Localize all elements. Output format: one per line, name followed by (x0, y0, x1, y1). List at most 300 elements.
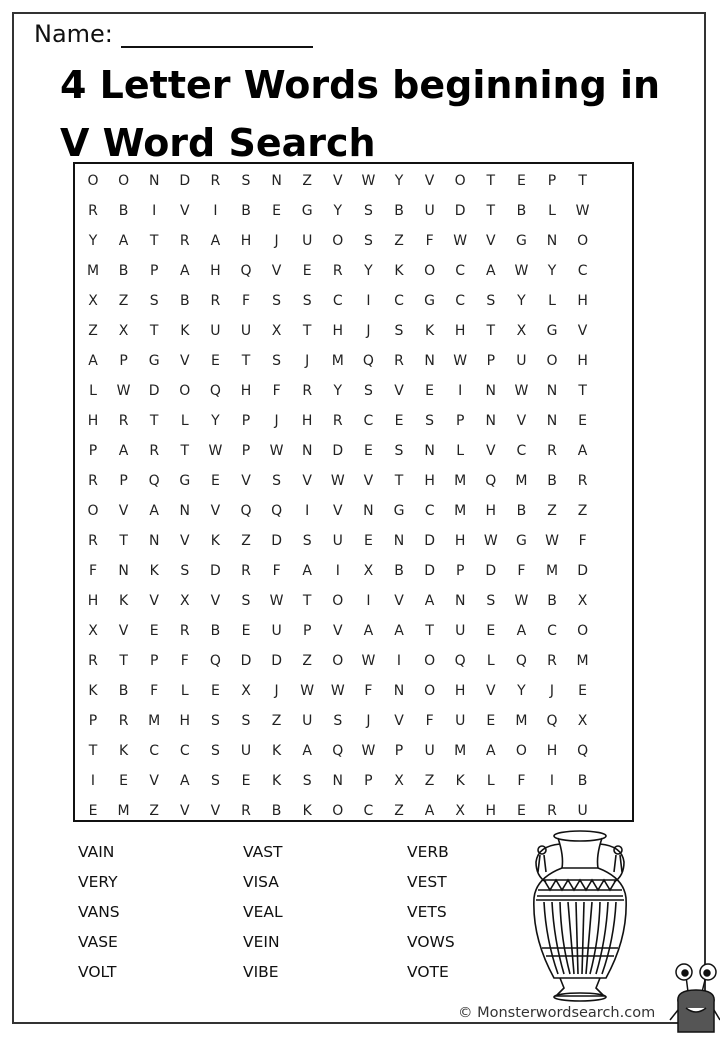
grid-cell: P (119, 353, 128, 369)
grid-cell: F (88, 563, 98, 579)
grid-cell: T (578, 173, 587, 189)
grid-cell: A (516, 623, 527, 639)
grid-cell: V (210, 593, 221, 609)
grid-cell: Z (88, 323, 98, 339)
grid-cell: W (208, 443, 223, 459)
grid-cell: T (486, 203, 496, 219)
grid-cell: G (393, 503, 405, 519)
word-item: VERB (407, 843, 449, 861)
grid-cell: E (516, 173, 526, 189)
word-column-1 (78, 840, 120, 990)
grid-cell: M (515, 713, 528, 729)
grid-cell: V (333, 623, 343, 639)
grid-cell: N (393, 683, 405, 699)
grid-cell: U (210, 323, 221, 339)
grid-cell: C (516, 443, 527, 459)
grid-cell: Q (485, 473, 497, 489)
grid-cell: I (549, 773, 555, 789)
letter-grid (73, 162, 634, 822)
grid-cell: B (241, 203, 251, 219)
grid-cell: U (302, 713, 313, 729)
grid-cell: V (516, 413, 527, 429)
grid-cell: S (363, 233, 373, 249)
grid-cell: N (301, 443, 313, 459)
grid-cell: S (333, 713, 343, 729)
word-item: VIBE (243, 963, 279, 981)
grid-cell: E (578, 413, 588, 429)
grid-cell: O (87, 173, 99, 189)
grid-cell: L (548, 293, 556, 309)
grid-cell: T (180, 443, 190, 459)
grid-cell: C (332, 293, 343, 309)
grid-cell: N (118, 563, 129, 579)
grid-cell: U (455, 623, 466, 639)
grid-cell: C (577, 263, 588, 279)
grid-cell: S (180, 563, 190, 579)
grid-cell: W (269, 593, 284, 609)
grid-cell: C (424, 503, 435, 519)
grid-cell: R (332, 413, 343, 429)
grid-cell: X (241, 683, 251, 699)
grid-cell: F (517, 563, 526, 579)
grid-cell: N (424, 443, 435, 459)
word-item: VETS (407, 903, 447, 921)
grid-cell: D (271, 533, 282, 549)
grid-cell: B (577, 773, 588, 789)
grid-cell: W (330, 473, 345, 489)
grid-cell: T (149, 413, 159, 429)
grid-cell: C (455, 263, 466, 279)
grid-cell: N (271, 173, 282, 189)
grid-cell: T (88, 743, 98, 759)
grid-cell: Z (424, 773, 435, 789)
grid-cell: T (486, 323, 496, 339)
grid-cell: B (118, 203, 129, 219)
grid-cell: S (210, 713, 220, 729)
grid-cell: U (516, 353, 527, 369)
grid-cell: V (210, 803, 221, 819)
grid-cell: S (241, 173, 251, 189)
name-input-line[interactable] (121, 46, 313, 48)
grid-cell: V (118, 503, 129, 519)
grid-cell: W (300, 683, 315, 699)
grid-cell: M (148, 713, 161, 729)
grid-cell: E (241, 623, 251, 639)
grid-cell: V (118, 623, 129, 639)
grid-cell: F (517, 773, 526, 789)
grid-cell: B (394, 563, 404, 579)
grid-cell: U (455, 713, 466, 729)
grid-cell: X (271, 323, 282, 339)
page-title (60, 56, 700, 172)
grid-cell: V (180, 203, 190, 219)
grid-cell: P (455, 563, 465, 579)
grid-cell: A (424, 593, 435, 609)
grid-cell: R (179, 623, 190, 639)
grid-cell: M (454, 743, 467, 759)
grid-cell: N (332, 773, 344, 789)
grid-cell: K (149, 563, 159, 579)
grid-cell: O (546, 353, 558, 369)
grid-cell: X (88, 623, 98, 639)
grid-cell: H (454, 533, 466, 549)
grid-cell: R (394, 353, 404, 369)
grid-cell: R (332, 263, 343, 279)
grid-cell: Z (577, 503, 588, 519)
grid-cell: X (577, 593, 588, 609)
grid-cell: D (240, 653, 252, 669)
grid-cell: X (394, 773, 404, 789)
grid-cell: A (118, 443, 129, 459)
word-item: VEIN (243, 933, 280, 951)
grid-cell: Y (88, 233, 98, 249)
grid-cell: K (272, 773, 282, 789)
grid-cell: K (394, 263, 404, 279)
grid-cell: X (363, 563, 374, 579)
grid-cell: G (301, 203, 313, 219)
grid-cell: V (486, 683, 496, 699)
grid-cell: P (455, 413, 465, 429)
grid-cell: E (363, 443, 373, 459)
grid-cell: F (578, 533, 587, 549)
grid-cell: G (546, 323, 558, 339)
grid-cell: F (272, 563, 281, 579)
grid-cell: A (486, 263, 496, 279)
title-line-1: 4 Letter Words beginning in (60, 63, 661, 107)
grid-cell: U (424, 203, 435, 219)
grid-cell: I (396, 653, 402, 669)
grid-cell: V (180, 533, 190, 549)
monster-mascot-icon (668, 962, 720, 1040)
grid-cell: L (456, 443, 465, 459)
word-item: VISA (243, 873, 279, 891)
grid-cell: A (486, 743, 496, 759)
grid-cell: M (331, 353, 344, 369)
grid-cell: X (516, 323, 527, 339)
grid-cell: Z (118, 293, 129, 309)
grid-cell: O (332, 593, 344, 609)
grid-cell: A (424, 803, 435, 819)
grid-cell: F (150, 683, 159, 699)
grid-cell: R (547, 803, 557, 819)
grid-cell: G (424, 293, 436, 309)
grid-cell: T (149, 233, 159, 249)
grid-cell: Q (577, 743, 589, 759)
grid-cell: U (332, 533, 343, 549)
grid-cell: J (274, 683, 279, 699)
grid-cell: S (149, 293, 159, 309)
grid-cell: F (272, 383, 281, 399)
grid-cell: E (486, 623, 496, 639)
grid-cell: H (87, 413, 99, 429)
grid-cell: P (486, 353, 496, 369)
grid-cell: A (210, 233, 221, 249)
grid-cell: E (516, 803, 526, 819)
grid-cell: V (271, 263, 282, 279)
grid-cell: D (210, 563, 221, 579)
grid-cell: E (241, 773, 251, 789)
grid-cell: B (271, 803, 282, 819)
grid-cell: V (180, 353, 190, 369)
grid-cell: V (486, 233, 496, 249)
grid-cell: T (425, 623, 434, 639)
grid-cell: V (333, 503, 343, 519)
grid-cell: F (425, 233, 434, 249)
grid-cell: N (393, 533, 405, 549)
grid-cell: A (302, 563, 312, 579)
grid-cell: Z (149, 803, 159, 819)
grid-cell: O (577, 623, 589, 639)
grid-cell: W (545, 533, 559, 549)
grid-cell: P (364, 773, 373, 789)
grid-cell: E (149, 623, 159, 639)
grid-cell: O (332, 653, 344, 669)
grid-cell: O (454, 173, 466, 189)
grid-cell: W (330, 683, 345, 699)
grid-cell: H (454, 683, 466, 699)
grid-cell: T (119, 533, 128, 549)
grid-cell: L (486, 653, 495, 669)
grid-cell: V (180, 803, 190, 819)
grid-cell: T (241, 353, 251, 369)
grid-cell: H (424, 473, 435, 489)
grid-cell: H (332, 323, 344, 339)
grid-cell: I (366, 293, 371, 309)
name-label: Name: (34, 20, 113, 48)
grid-cell: B (516, 203, 527, 219)
grid-cell: R (547, 443, 557, 459)
grid-cell: Q (362, 353, 374, 369)
word-item: VAST (243, 843, 283, 861)
grid-cell: C (455, 293, 466, 309)
grid-cell: S (241, 713, 251, 729)
grid-cell: B (210, 623, 221, 639)
grid-cell: S (425, 413, 435, 429)
grid-cell: D (454, 203, 466, 219)
grid-cell: Z (241, 533, 251, 549)
grid-cell: S (302, 533, 312, 549)
grid-cell: T (302, 593, 312, 609)
grid-cell: W (116, 383, 131, 399)
grid-cell: P (149, 263, 159, 279)
grid-cell: L (180, 413, 189, 429)
grid-cell: Y (364, 263, 373, 279)
grid-cell: E (119, 773, 129, 789)
grid-cell: G (515, 533, 527, 549)
grid-cell: W (453, 233, 468, 249)
grid-cell: X (88, 293, 98, 309)
grid-cell: B (179, 293, 190, 309)
grid-cell: Y (333, 203, 343, 219)
grid-cell: K (119, 743, 129, 759)
greek-vase-illustration (520, 828, 640, 1003)
grid-cell: S (272, 353, 282, 369)
grid-cell: R (547, 653, 557, 669)
grid-cell: J (366, 713, 371, 729)
grid-cell: O (332, 803, 344, 819)
grid-cell: I (213, 203, 218, 219)
word-item: VOLT (78, 963, 117, 981)
grid-cell: N (424, 353, 435, 369)
grid-cell: E (578, 683, 588, 699)
grid-cell: I (152, 203, 157, 219)
grid-cell: Y (547, 263, 557, 279)
grid-cell: V (394, 593, 404, 609)
grid-cell: E (210, 353, 220, 369)
grid-cell: J (274, 233, 279, 249)
grid-cell: E (302, 263, 312, 279)
grid-cell: R (149, 443, 160, 459)
grid-cell: B (118, 263, 129, 279)
grid-cell: S (486, 293, 496, 309)
grid-cell: V (333, 173, 343, 189)
grid-cell: S (272, 293, 282, 309)
grid-cell: R (241, 803, 251, 819)
grid-cell: V (302, 473, 312, 489)
grid-cell: R (118, 713, 129, 729)
grid-cell: B (547, 473, 557, 489)
title-line-2: V Word Search (60, 121, 376, 165)
grid-cell: R (210, 173, 221, 189)
word-item: VEAL (243, 903, 283, 921)
grid-cell: A (88, 353, 98, 369)
grid-cell: D (332, 443, 344, 459)
grid-cell: V (394, 383, 404, 399)
grid-cell: V (363, 473, 374, 489)
grid-cell: P (547, 173, 557, 189)
grid-cell: Y (211, 413, 220, 429)
grid-cell: X (455, 803, 465, 819)
grid-cell: E (272, 203, 282, 219)
grid-cell: I (458, 383, 463, 399)
grid-cell: D (148, 383, 160, 399)
grid-cell: A (302, 743, 312, 759)
grid-cell: Y (517, 293, 526, 309)
grid-cell: N (485, 413, 497, 429)
grid-cell: X (118, 323, 129, 339)
grid-cell: M (545, 563, 559, 579)
grid-cell: Q (209, 383, 221, 399)
grid-cell: W (361, 743, 376, 759)
grid-cell: F (364, 683, 373, 699)
grid-cell: V (210, 503, 221, 519)
grid-cell: K (302, 803, 312, 819)
grid-cell: Q (454, 653, 466, 669)
grid-cell: N (546, 413, 558, 429)
grid-cell: V (149, 593, 159, 609)
grid-cell: U (240, 743, 252, 759)
grid-cell: F (425, 713, 434, 729)
grid-cell: Q (148, 473, 160, 489)
grid-cell: N (546, 383, 558, 399)
grid-cell: P (88, 713, 98, 729)
grid-cell: P (241, 443, 251, 459)
grid-cell: L (180, 683, 189, 699)
grid-cell: F (241, 293, 251, 309)
grid-cell: S (241, 593, 251, 609)
grid-cell: B (118, 683, 129, 699)
grid-cell: N (148, 533, 160, 549)
grid-cell: A (149, 503, 159, 519)
grid-cell: O (424, 263, 436, 279)
grid-cell: P (302, 623, 312, 639)
grid-cell: U (302, 233, 313, 249)
grid-cell: U (424, 743, 435, 759)
grid-cell: S (363, 203, 373, 219)
grid-cell: L (486, 773, 495, 789)
grid-cell: W (575, 203, 590, 219)
grid-cell: Q (515, 653, 527, 669)
grid-cell: F (180, 653, 189, 669)
grid-cell: C (179, 743, 190, 759)
grid-cell: D (424, 563, 435, 579)
grid-cell: H (546, 743, 558, 759)
grid-cell: O (87, 503, 99, 519)
grid-cell: B (394, 203, 404, 219)
grid-cell: R (88, 203, 98, 219)
grid-cell: G (515, 233, 527, 249)
grid-cell: O (424, 683, 436, 699)
grid-cell: P (88, 443, 98, 459)
grid-cell: Q (209, 653, 221, 669)
grid-cell: H (87, 593, 99, 609)
grid-cell: T (578, 383, 587, 399)
grid-cell: W (453, 353, 468, 369)
copyright-text: © Monsterwordsearch.com (458, 1005, 656, 1021)
grid-cell: A (363, 623, 374, 639)
grid-cell: Q (546, 713, 558, 729)
grid-cell: S (210, 773, 220, 789)
grid-cell: G (148, 353, 160, 369)
grid-cell: W (361, 653, 376, 669)
grid-cell: Q (332, 743, 344, 759)
grid-cell: A (180, 773, 190, 789)
grid-cell: D (485, 563, 497, 579)
grid-cell: N (148, 173, 160, 189)
grid-cell: Z (302, 173, 312, 189)
grid-cell: H (577, 293, 588, 309)
grid-cell: T (486, 173, 496, 189)
grid-cell: K (455, 773, 465, 789)
grid-cell: R (210, 293, 221, 309)
grid-cell: S (272, 473, 282, 489)
grid-cell: M (515, 473, 528, 489)
grid-cell: Z (271, 713, 282, 729)
grid-cell: I (90, 773, 96, 789)
grid-cell: S (394, 323, 404, 339)
grid-cell: M (454, 503, 467, 519)
grid-cell: Y (517, 683, 526, 699)
grid-cell: V (241, 473, 251, 489)
grid-cell: K (119, 593, 129, 609)
grid-cell: J (366, 323, 371, 339)
grid-cell: C (363, 803, 374, 819)
grid-cell: P (241, 413, 251, 429)
grid-cell: H (210, 263, 221, 279)
grid-cell: H (240, 233, 252, 249)
grid-cell: H (577, 353, 588, 369)
grid-cell: K (210, 533, 220, 549)
grid-cell: O (515, 743, 527, 759)
grid-cell: W (483, 533, 498, 549)
grid-cell: G (179, 473, 191, 489)
grid-cell: T (149, 323, 159, 339)
grid-cell: D (271, 653, 282, 669)
grid-cell: V (577, 323, 588, 339)
grid-cell: S (210, 743, 220, 759)
grid-cell: S (302, 773, 312, 789)
grid-cell: V (394, 713, 404, 729)
